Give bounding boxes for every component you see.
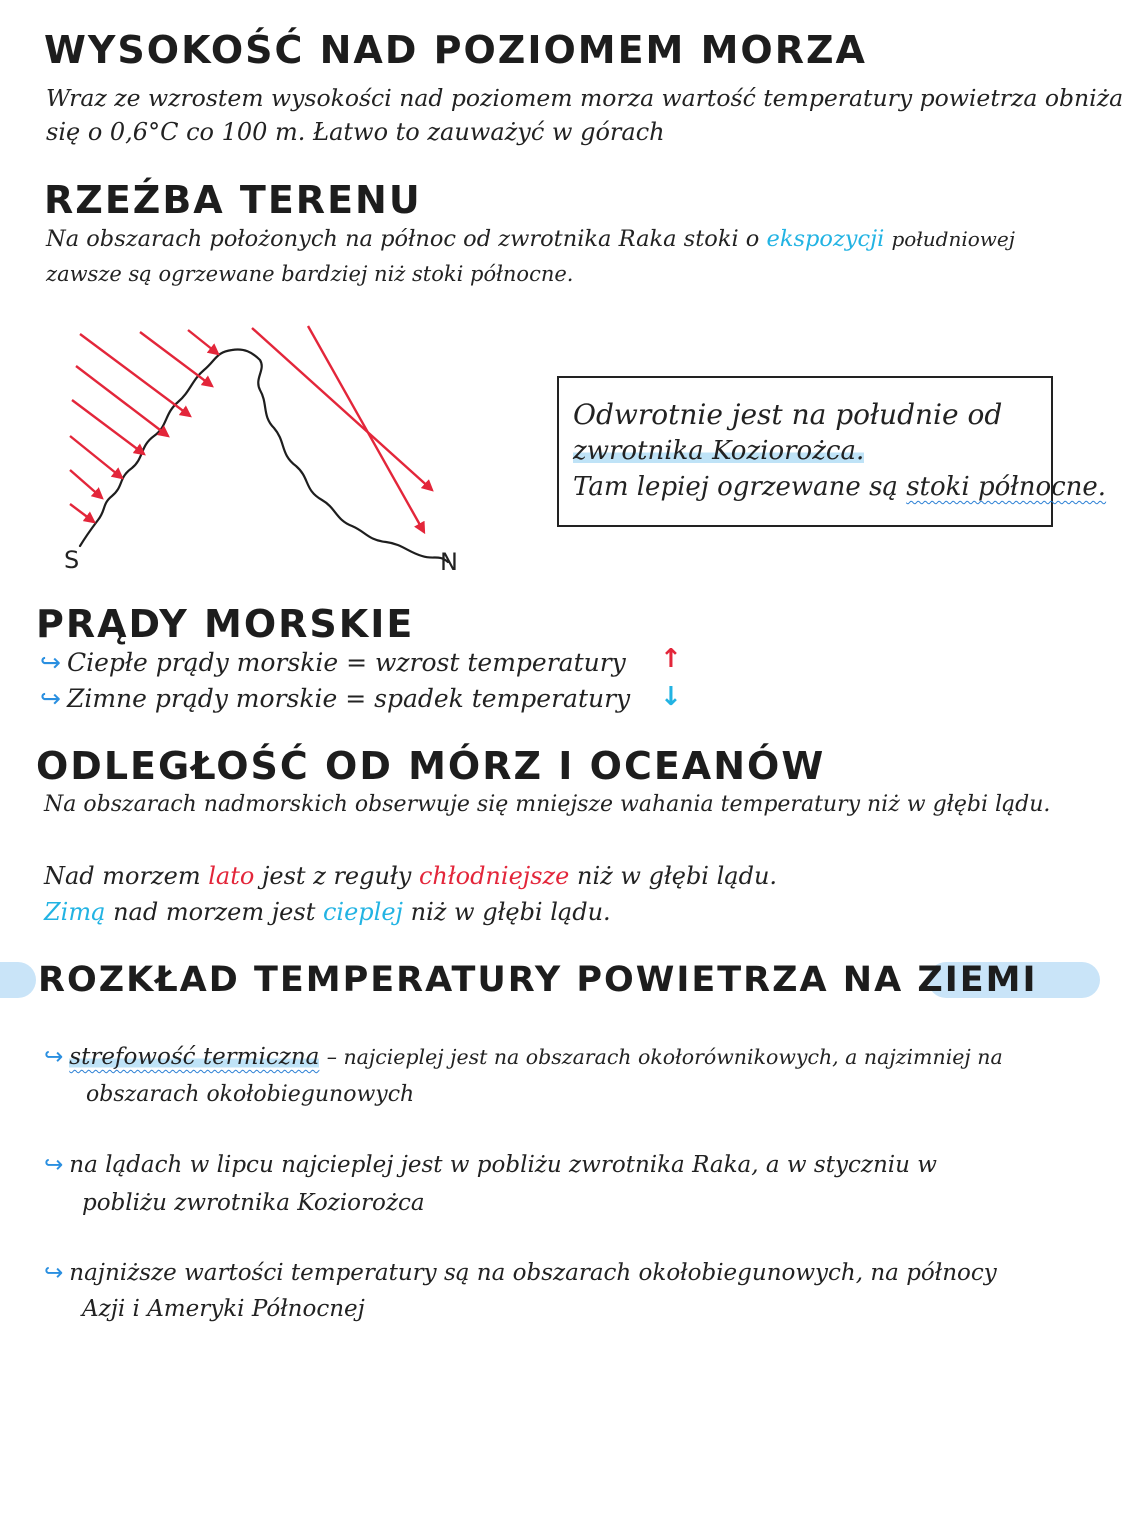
note-line-3	[573, 472, 1106, 502]
slope-diagram	[40, 318, 560, 588]
text-bullet-1a	[44, 1044, 1003, 1070]
text-relief-1c: południowej	[891, 227, 1015, 251]
text-relief-1a: Na obszarach położonych na północ od zwrotnika Raka stoki o	[46, 226, 760, 252]
text-distance-2	[44, 862, 777, 890]
text-relief-1	[46, 226, 1015, 252]
text-b3a: najniższe wartości temperatury są na obszarach okołobiegunowych, na północy	[69, 1260, 997, 1286]
text-exposure: ekspozycji	[766, 226, 885, 252]
text-distance-3	[44, 898, 611, 926]
ray-arrow-icon	[76, 366, 168, 436]
heading-distance: ODLEGŁOŚĆ OD MÓRZ I OCEANÓW	[36, 744, 826, 788]
text-d3d: niż w głębi lądu.	[410, 898, 611, 926]
arrow-hook-icon: ↪	[40, 684, 61, 713]
label-s: S	[64, 546, 80, 574]
ray-arrow-icon	[80, 334, 190, 416]
text-cold-currents	[40, 684, 630, 713]
text-thermal-zonality: strefowość termiczna	[69, 1044, 320, 1070]
text-bullet-2a	[44, 1152, 937, 1178]
note-line-1: Odwrotnie jest na południe od	[573, 398, 1003, 431]
arrow-hook-icon: ↪	[44, 1044, 64, 1070]
text-distance-1: Na obszarach nadmorskich obserwuje się mniejsze wahania temperatury niż w głębi lądu.	[44, 792, 1051, 817]
text-altitude-1: Wraz ze wzrostem wysokości nad poziomem morza wartość temperatury powietrza obniża	[46, 84, 1123, 112]
label-n: N	[440, 548, 458, 576]
ray-arrow-icon	[70, 504, 94, 522]
text-relief-2: zawsze są ogrzewane bardziej niż stoki północne.	[46, 262, 574, 286]
ray-arrow-icon	[252, 328, 432, 490]
text-altitude-2: się o 0,6°C co 100 m. Łatwo to zauważyć w górach	[46, 118, 665, 146]
text-warmer: cieplej	[322, 898, 403, 926]
warm-text: Ciepłe prądy morskie = wzrost temperatury	[66, 648, 626, 677]
text-winter: Zimą	[44, 898, 106, 926]
note-capricorn: zwrotnika Koziorożca.	[573, 436, 865, 466]
note-line-2	[573, 436, 864, 466]
note-line-3a: Tam lepiej ogrzewane są	[573, 472, 898, 502]
ray-arrow-icon	[70, 470, 102, 498]
text-bullet-2b: pobliżu zwrotnika Koziorożca	[82, 1190, 425, 1216]
text-cooler: chłodniejsze	[418, 862, 570, 890]
text-d3b: nad morzem jest	[113, 898, 316, 926]
heading-distribution: ROZKŁAD TEMPERATURY POWIETRZA NA ZIEMI	[38, 960, 1038, 1000]
ray-arrow-icon	[70, 436, 122, 478]
heading-currents: PRĄDY MORSKIE	[36, 602, 415, 646]
text-b1b: – najcieplej jest na obszarach okołorównikowych, a najzimniej na	[326, 1045, 1003, 1069]
text-bullet-3b: Azji i Ameryki Północnej	[82, 1296, 365, 1322]
heading-relief: RZEŹBA TERENU	[44, 178, 422, 222]
text-bullet-3a	[44, 1260, 997, 1286]
text-summer: lato	[208, 862, 255, 890]
down-arrow-icon: ↓	[660, 682, 682, 712]
text-warm-currents	[40, 648, 626, 677]
note-north-slopes: stoki północne.	[906, 472, 1107, 502]
highlight-bar-left	[0, 962, 36, 998]
text-b2a: na lądach w lipcu najcieplej jest w pobliżu zwrotnika Raka, a w styczniu w	[69, 1152, 937, 1178]
arrow-hook-icon: ↪	[44, 1152, 64, 1178]
text-d2c: jest z reguły	[261, 862, 412, 890]
arrow-hook-icon: ↪	[40, 648, 61, 677]
sun-rays	[70, 326, 432, 532]
arrow-hook-icon: ↪	[44, 1260, 64, 1286]
ray-arrow-icon	[188, 330, 218, 354]
note-box	[557, 376, 1107, 527]
text-d2e: niż w głębi lądu.	[577, 862, 778, 890]
heading-altitude: WYSOKOŚĆ NAD POZIOMEM MORZA	[44, 28, 867, 72]
text-d2a: Nad morzem	[44, 862, 201, 890]
up-arrow-icon: ↑	[660, 644, 682, 674]
cold-text: Zimne prądy morskie = spadek temperatury	[66, 684, 631, 713]
text-bullet-1b: obszarach okołobiegunowych	[86, 1082, 415, 1107]
